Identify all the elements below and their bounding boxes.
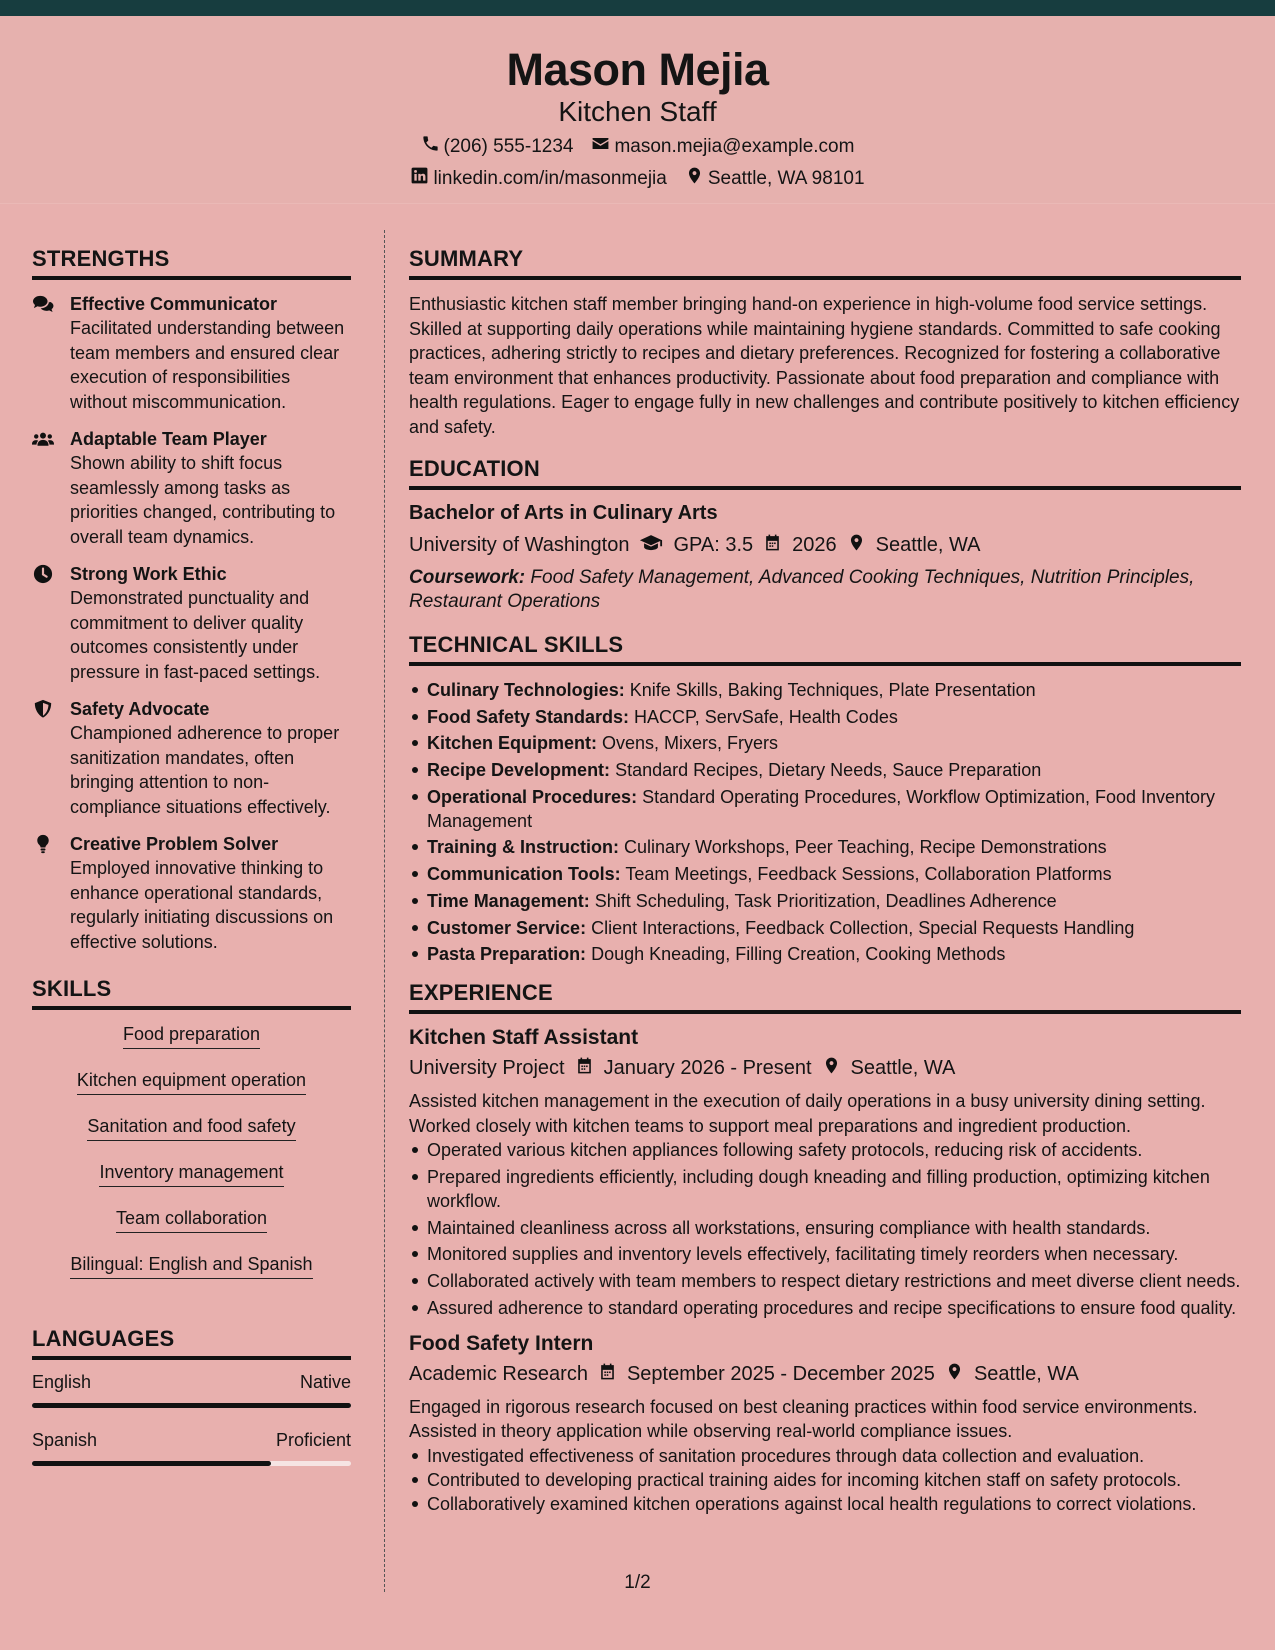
skill-item: Inventory management (99, 1160, 283, 1187)
technical-skills-heading: TECHNICAL SKILLS (409, 632, 1241, 666)
left-column (32, 246, 351, 1488)
job-bullet: Assured adherence to standard operating procedures and recipe specifications to ensure food quality. (409, 1296, 1241, 1320)
job-meta (409, 1056, 1241, 1081)
skills-heading: SKILLS (32, 976, 351, 1010)
calendar-icon (763, 533, 782, 558)
job-organization: Academic Research (409, 1362, 588, 1385)
map-marker-icon (847, 533, 866, 558)
users-icon (32, 427, 60, 549)
skill-values: Shift Scheduling, Task Prioritization, Deadlines Adherence (594, 890, 1057, 911)
skill-category: Operational Procedures: (427, 786, 638, 807)
job-bullet: Monitored supplies and inventory levels effectively, facilitating timely reorders when necessary. (409, 1242, 1241, 1266)
language-proficiency-fill (32, 1403, 351, 1408)
strength-title: Strong Work Ethic (70, 564, 227, 584)
language-level: Native (299, 1372, 351, 1392)
job-bullet: Collaborated actively with team members to respect dietary restrictions and meet diverse client needs. (409, 1269, 1241, 1293)
skill-values: Dough Kneading, Filling Creation, Cooking Methods (591, 944, 1006, 965)
location-contact (685, 166, 865, 191)
skill-category: Kitchen Equipment: (427, 733, 597, 754)
lightbulb-icon (32, 832, 60, 954)
degree-title: Bachelor of Arts in Culinary Arts (409, 502, 718, 524)
strength-description: Facilitated understanding between team members and ensured clear execution of responsibilities without miscommunication. (70, 318, 345, 412)
job-entry (409, 1332, 1241, 1516)
job-bullets (409, 1138, 1241, 1319)
skill-item: Food preparation (123, 1022, 260, 1049)
linkedin-text: linkedin.com/in/masonmejia (433, 167, 667, 189)
right-column (409, 246, 1241, 1528)
technical-skills-list (409, 678, 1241, 966)
skill-values: HACCP, ServSafe, Health Codes (634, 706, 898, 727)
technical-skill-item (409, 678, 1241, 702)
technical-skill-item (409, 758, 1241, 782)
strength-item (32, 292, 351, 414)
calendar-icon (575, 1056, 594, 1081)
job-entry (409, 1026, 1241, 1319)
job-meta (409, 1362, 1241, 1387)
skill-item: Sanitation and food safety (87, 1114, 295, 1141)
school-location: Seattle, WA (875, 534, 981, 556)
summary-text: Enthusiastic kitchen staff member bringing hand-on experience in high-volume food service settings. Skilled at supporting daily operations while maintaining hygiene standards. Committed to safe cooking practices, adhering strictly to recipes and dietary preferences. Recognized for fostering a collaborative team environment that enhances productivity. Passionate about food preparation and compliance with health regulations. Eager to engage fully in new challenges and contribute positively to kitchen efficiency and safety. (409, 294, 1240, 437)
school-name: University of Washington (409, 534, 630, 556)
job-bullet: Prepared ingredients efficiently, including dough kneading and filling production, optimizing kitchen workflow. (409, 1165, 1241, 1213)
skill-category: Pasta Preparation: (427, 944, 587, 965)
job-title: Kitchen Staff Assistant (409, 1026, 639, 1050)
skill-item: Bilingual: English and Spanish (70, 1252, 312, 1279)
language-item (32, 1430, 351, 1466)
job-title: Kitchen Staff (558, 96, 717, 127)
technical-skill-item (409, 705, 1241, 729)
job-organization: University Project (409, 1057, 565, 1080)
email-contact[interactable] (591, 134, 854, 159)
graduation-cap-icon (639, 533, 663, 558)
education-heading: EDUCATION (409, 456, 1241, 490)
experience-heading: EXPERIENCE (409, 980, 1241, 1014)
calendar-icon (598, 1362, 617, 1387)
skills-list (32, 1022, 351, 1298)
strength-title: Creative Problem Solver (70, 834, 279, 854)
skill-category: Training & Instruction: (427, 837, 619, 858)
strength-item (32, 562, 351, 684)
skill-category: Recipe Development: (427, 760, 611, 781)
strength-description: Employed innovative thinking to enhance operational standards, regularly initiating discussions on effective solutions. (70, 858, 334, 952)
strength-item (32, 427, 351, 549)
clock-icon (32, 562, 60, 684)
language-proficiency-fill (32, 1461, 271, 1466)
coursework-list: Food Safety Management, Advanced Cooking Techniques, Nutrition Principles, Restaurant Operations (409, 567, 1195, 612)
languages-heading: LANGUAGES (32, 1326, 351, 1360)
strength-description: Demonstrated punctuality and commitment to deliver quality outcomes consistently under pressure in fast-paced settings. (70, 588, 321, 682)
comments-icon (32, 292, 60, 414)
job-dates: September 2025 - December 2025 (626, 1362, 935, 1385)
envelope-icon (591, 134, 610, 159)
skill-values: Ovens, Mixers, Fryers (602, 733, 779, 754)
strength-item (32, 697, 351, 819)
skill-category: Time Management: (427, 890, 590, 911)
job-bullets (409, 1444, 1241, 1516)
technical-skill-item (409, 731, 1241, 755)
shield-icon (32, 697, 60, 819)
language-level: Proficient (275, 1430, 351, 1450)
education-meta (409, 533, 1241, 558)
skill-item: Team collaboration (116, 1206, 267, 1233)
page-number: 1/2 (624, 1572, 651, 1593)
strength-title: Effective Communicator (70, 294, 278, 314)
job-description: Engaged in rigorous research focused on best cleaning practices within food service environments. Assisted in theory application while observing real-world compliance issues. (409, 1396, 1198, 1442)
strength-item (32, 832, 351, 954)
job-location: Seattle, WA (973, 1362, 1079, 1385)
language-name: Spanish (32, 1430, 98, 1450)
candidate-name: Mason Mejia (506, 44, 769, 95)
technical-skill-item (409, 785, 1241, 833)
phone-text: (206) 555-1234 (443, 135, 574, 157)
strength-description: Shown ability to shift focus seamlessly among tasks as priorities changed, contributing to overall team dynamics. (70, 453, 336, 547)
resume-header (0, 16, 1275, 204)
language-name: English (32, 1372, 92, 1392)
technical-skill-item (409, 889, 1241, 913)
gpa: GPA: 3.5 (673, 534, 754, 556)
linkedin-contact[interactable] (410, 166, 666, 191)
email-text: mason.mejia@example.com (614, 135, 855, 157)
column-divider (384, 230, 385, 1592)
linkedin-icon (410, 166, 429, 191)
map-marker-icon (945, 1362, 964, 1387)
job-bullet: Operated various kitchen appliances following safety protocols, reducing risk of accidents. (409, 1138, 1241, 1162)
job-bullet: Contributed to developing practical training aides for incoming kitchen staff on safety protocols. (409, 1468, 1241, 1492)
location-text: Seattle, WA 98101 (707, 167, 865, 189)
skill-values: Team Meetings, Feedback Sessions, Collaboration Platforms (625, 864, 1112, 885)
job-bullet: Collaboratively examined kitchen operations against local health regulations to correct violations. (409, 1492, 1241, 1516)
skill-values: Standard Operating Procedures, Workflow Optimization, Food Inventory Management (427, 786, 1216, 831)
skill-values: Culinary Workshops, Peer Teaching, Recipe Demonstrations (624, 837, 1107, 858)
skill-values: Knife Skills, Baking Techniques, Plate Presentation (629, 680, 1036, 700)
coursework (409, 566, 1241, 614)
strength-title: Safety Advocate (70, 699, 210, 719)
top-accent-bar (0, 0, 1275, 16)
skill-values: Standard Recipes, Dietary Needs, Sauce Preparation (615, 760, 1042, 781)
skill-category: Food Safety Standards: (427, 706, 630, 727)
skill-category: Communication Tools: (427, 864, 621, 885)
job-bullet: Maintained cleanliness across all workstations, ensuring compliance with health standards. (409, 1216, 1241, 1240)
summary-heading: SUMMARY (409, 246, 1241, 280)
technical-skill-item (409, 916, 1241, 940)
map-marker-icon (685, 166, 704, 191)
language-proficiency-bar (32, 1461, 351, 1466)
skill-values: Client Interactions, Feedback Collection, Special Requests Handling (591, 917, 1135, 938)
job-description: Assisted kitchen management in the execution of daily operations in a busy university dining setting. Worked closely with kitchen teams to support meal preparations and ingredient production. (409, 1091, 1206, 1136)
strengths-heading: STRENGTHS (32, 246, 351, 280)
map-marker-icon (822, 1056, 841, 1081)
job-bullet: Investigated effectiveness of sanitation procedures through data collection and evaluation. (409, 1444, 1241, 1468)
skill-category: Culinary Technologies: (427, 680, 625, 700)
graduation-year: 2026 (792, 534, 837, 556)
language-proficiency-bar (32, 1403, 351, 1408)
job-title: Food Safety Intern (409, 1331, 594, 1355)
skill-item: Kitchen equipment operation (77, 1068, 306, 1095)
strength-title: Adaptable Team Player (70, 429, 267, 449)
coursework-label: Coursework: (409, 567, 526, 588)
phone-contact[interactable] (421, 134, 574, 159)
technical-skill-item (409, 862, 1241, 886)
technical-skill-item (409, 942, 1241, 966)
job-location: Seattle, WA (850, 1057, 956, 1080)
phone-icon (421, 134, 440, 159)
contact-row-2 (0, 166, 1275, 191)
contact-row-1 (0, 134, 1275, 159)
strength-description: Championed adherence to proper sanitization mandates, often bringing attention to non-compliance situations effectively. (70, 723, 340, 817)
technical-skill-item (409, 835, 1241, 859)
skill-category: Customer Service: (427, 917, 587, 938)
language-item (32, 1372, 351, 1408)
job-dates: January 2026 - Present (603, 1057, 812, 1080)
